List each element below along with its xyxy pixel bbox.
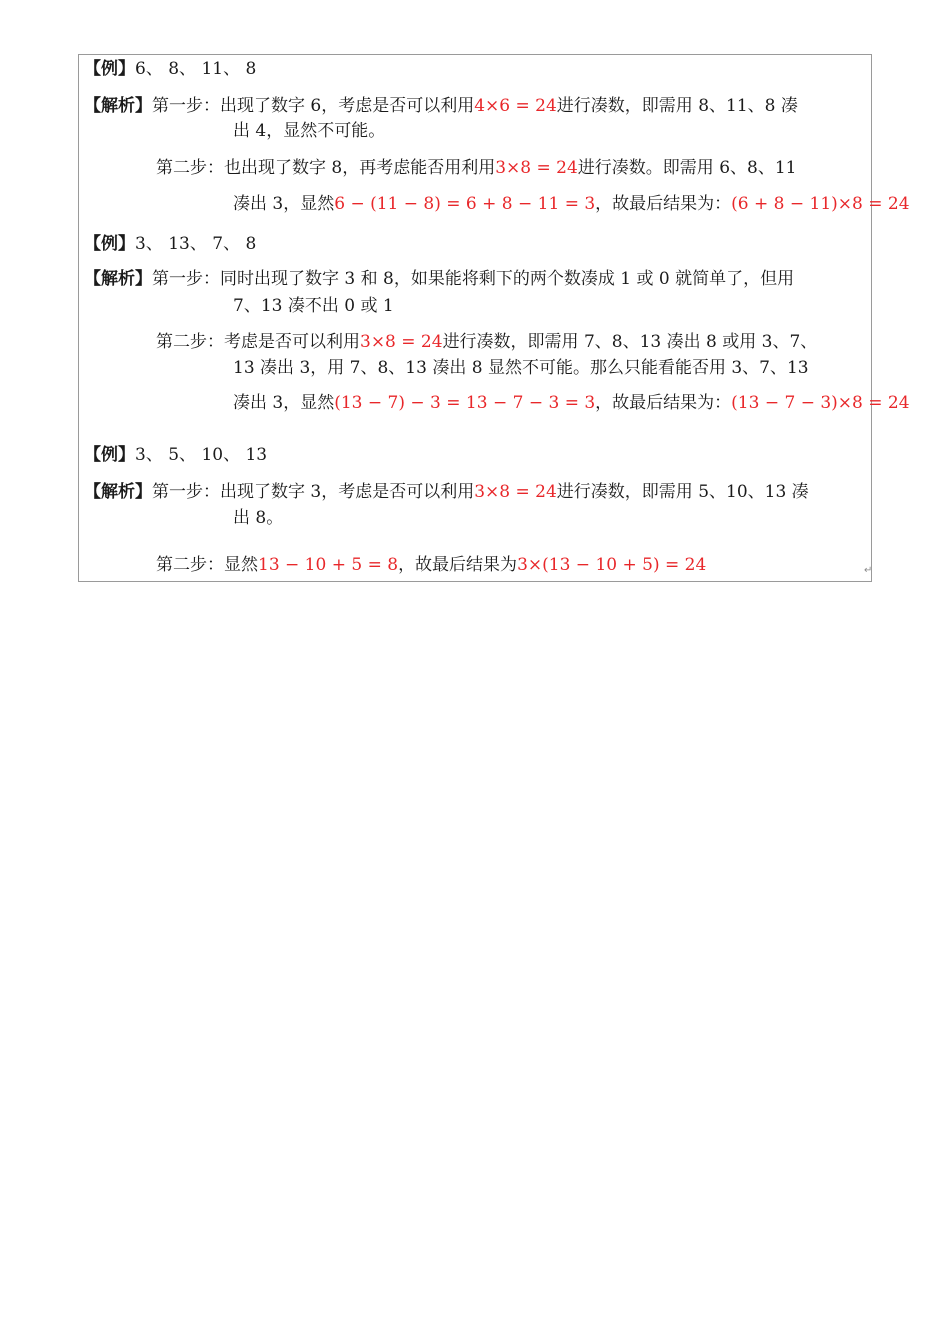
example-label: 【例】	[84, 234, 135, 254]
step-label: 第二步：	[156, 332, 224, 352]
step-text: ，故最后结果为：	[595, 393, 732, 413]
result-formula: (6 + 8 − 11)×8 = 24	[731, 194, 910, 214]
example-2-heading	[84, 233, 256, 255]
step-label: 第一步：	[152, 482, 220, 502]
analysis-label: 【解析】	[84, 269, 152, 289]
step-label: 第一步：	[152, 96, 220, 116]
formula: 6 − (11 − 8) = 6 + 8 − 11 = 3	[334, 194, 596, 214]
formula: 13 − 10 + 5 = 8	[258, 555, 399, 575]
example-label: 【例】	[84, 59, 135, 79]
example-2-step2-line3	[233, 392, 910, 414]
example-2-step2-line1	[156, 331, 817, 353]
step-text: 凑出 3，显然	[233, 393, 335, 413]
example-2-step1-line1	[84, 268, 794, 290]
formula: 3×8 = 24	[474, 482, 557, 502]
example-numbers: 6、 8、 11、 8	[135, 59, 257, 79]
result-formula: 3×(13 − 10 + 5) = 24	[517, 555, 707, 575]
formula: 3×8 = 24	[360, 332, 443, 352]
formula: 3×8 = 24	[495, 158, 578, 178]
example-1-heading	[84, 58, 256, 80]
step-text: ，故最后结果为	[398, 555, 518, 575]
formula: 4×6 = 24	[474, 96, 557, 116]
example-3-heading	[84, 444, 267, 466]
step-text: 凑出 3，显然	[233, 194, 335, 214]
step-text: 出 4，显然不可能。	[233, 121, 386, 141]
step-text: 7、13 凑不出 0 或 1	[233, 296, 394, 316]
step-text: 进行凑数，即需用 5、10、13 凑	[556, 482, 809, 502]
step-text: 进行凑数，即需用 7、8、13 凑出 8 或用 3、7、	[442, 332, 818, 352]
step-text: 出现了数字 6，考虑是否可以利用	[220, 96, 475, 116]
formula: (13 − 7) − 3 = 13 − 7 − 3 = 3	[334, 393, 596, 413]
example-label: 【例】	[84, 445, 135, 465]
step-text: ，故最后结果为：	[595, 194, 732, 214]
step-label: 第二步：	[156, 158, 224, 178]
example-3-step2-line1	[156, 554, 706, 576]
example-3-step1-line2	[233, 507, 283, 529]
paragraph-mark-icon: ↵	[864, 565, 873, 576]
example-1-step1-line1	[84, 95, 798, 117]
example-numbers: 3、 5、 10、 13	[135, 445, 268, 465]
step-text: 考虑是否可以利用	[224, 332, 360, 352]
step-text: 出现了数字 3，考虑是否可以利用	[220, 482, 475, 502]
step-label: 第一步：	[152, 269, 220, 289]
step-text: 也出现了数字 8，再考虑能否用利用	[224, 158, 496, 178]
example-numbers: 3、 13、 7、 8	[135, 234, 257, 254]
step-text: 进行凑数。即需用 6、8、11	[577, 158, 797, 178]
step-text: 13 凑出 3，用 7、8、13 凑出 8 显然不可能。那么只能看能否用 3、7、13	[233, 358, 809, 378]
example-1-step2-line1	[156, 157, 796, 179]
step-label: 第二步：	[156, 555, 224, 575]
result-formula: (13 − 7 − 3)×8 = 24	[731, 393, 910, 413]
analysis-label: 【解析】	[84, 482, 152, 502]
analysis-label: 【解析】	[84, 96, 152, 116]
example-2-step1-line2	[233, 295, 394, 317]
example-3-step1-line1	[84, 481, 809, 503]
step-text: 显然	[224, 555, 258, 575]
example-1-step1-line2	[233, 120, 385, 142]
example-2-step2-line2	[233, 357, 809, 379]
step-text: 同时出现了数字 3 和 8，如果能将剩下的两个数凑成 1 或 0 就简单了，但用	[220, 269, 795, 289]
step-text: 进行凑数，即需用 8、11、8 凑	[556, 96, 798, 116]
step-text: 出 8。	[233, 508, 284, 528]
example-1-step2-line2	[233, 193, 910, 215]
